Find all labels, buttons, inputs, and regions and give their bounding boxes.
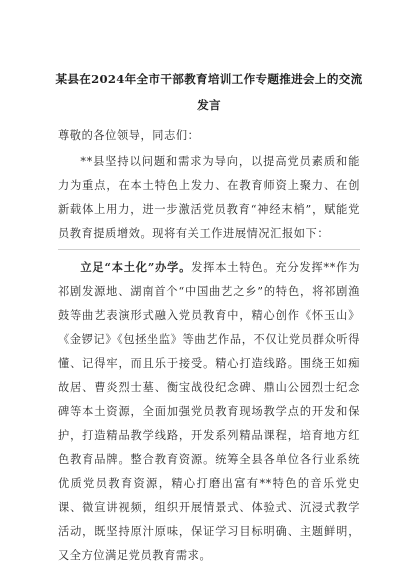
section-divider [58,249,360,250]
body-paragraph [58,255,360,568]
greeting-line: 尊敬的各位领导，同志们： [58,129,200,142]
document-title: 某县在2024年全市干部教育培训工作专题推进会上的交流发言 [55,72,363,112]
paragraph-body-text: 发挥本土特色。充分发挥**作为祁剧发源地、湖南首个“中国曲艺之乡”的特色，将祁剧渔鼓等曲艺表演形式融入党员教育中，精心创作《怀玉山》《金锣记》《包拯坐监》等曲艺作品，不仅让党员群众听得懂、记得牢，而且乐于接受。精心打造线路。围绕王如痴故居、曹炎烈士墓、衡宝战役纪念碑、鼎山公园烈士纪念碑等本土资源，全面加强党员教育现场教学点的开发和保护，打造精品教学线路，开发系列精品课程，培育地方红色教育品牌。整合教育资源。统筹全县各单位各行业系统优质党员教育资源，精心打磨出富有**特色的音乐党史课、微宣讲视频，组织开展情景式、体验式、沉浸式教学活动，既坚持原汁原味，保证学习目标明确、主题鲜明，又全方位满足党员教育需求。 [58,261,360,562]
paragraph-lead-heading: 立足“本土化”办学。 [80,260,192,274]
intro-paragraph: **县坚持以问题和需求为导向，以提高党员素质和能力为重点，在本土特色上发力、在教育师资上聚力、在创新载体上用力，进一步激活党员教育“神经末梢”，赋能党员教育提质增效。现将有关工作进展情况汇报如下： [58,155,360,240]
